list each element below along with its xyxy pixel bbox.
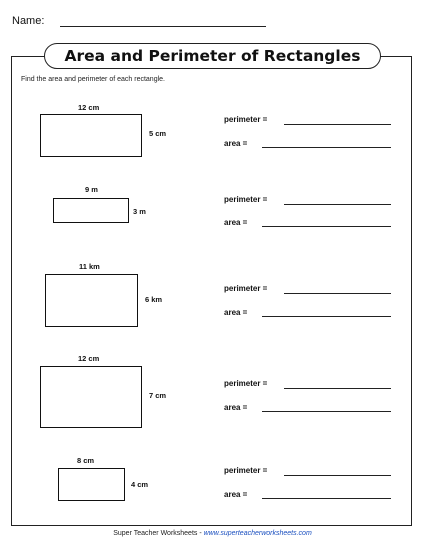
name-field[interactable]	[60, 26, 266, 27]
area-answer-field[interactable]	[262, 147, 391, 148]
area-label: area =	[224, 218, 248, 227]
area-label: area =	[224, 490, 248, 499]
perimeter-answer-field[interactable]	[284, 475, 391, 476]
area-answer-field[interactable]	[262, 316, 391, 317]
perimeter-answer-field[interactable]	[284, 124, 391, 125]
worksheet-title: Area and Perimeter of Rectangles	[44, 43, 381, 69]
area-label: area =	[224, 139, 248, 148]
perimeter-answer-field[interactable]	[284, 293, 391, 294]
perimeter-answer-field[interactable]	[284, 204, 391, 205]
area-label: area =	[224, 403, 248, 412]
rect-width-label: 9 m	[85, 185, 98, 194]
rect-width-label: 11 km	[79, 262, 100, 271]
perimeter-label: perimeter =	[224, 195, 268, 204]
rect-height-label: 5 cm	[149, 129, 167, 138]
rectangle-figure	[40, 366, 142, 428]
rect-height-label: 3 m	[133, 207, 146, 216]
footer-text: Super Teacher Worksheets -	[113, 530, 204, 537]
rect-width-label: 8 cm	[77, 456, 95, 465]
rect-width-label: 12 cm	[78, 103, 100, 112]
rect-height-label: 7 cm	[149, 391, 167, 400]
footer	[0, 530, 425, 537]
rectangle-figure	[40, 114, 142, 157]
rectangle-figure	[58, 468, 125, 501]
perimeter-label: perimeter =	[224, 379, 268, 388]
rect-height-label: 4 cm	[131, 480, 149, 489]
perimeter-label: perimeter =	[224, 284, 268, 293]
area-label: area =	[224, 308, 248, 317]
perimeter-label: perimeter =	[224, 115, 268, 124]
area-answer-field[interactable]	[262, 226, 391, 227]
instructions: Find the area and perimeter of each rectangle.	[21, 76, 165, 83]
rectangle-figure	[53, 198, 129, 223]
area-answer-field[interactable]	[262, 411, 391, 412]
rect-height-label: 6 km	[145, 295, 163, 304]
rectangle-figure	[45, 274, 138, 327]
rect-width-label: 12 cm	[78, 354, 100, 363]
perimeter-answer-field[interactable]	[284, 388, 391, 389]
name-label: Name:	[12, 15, 45, 27]
perimeter-label: perimeter =	[224, 466, 268, 475]
area-answer-field[interactable]	[262, 498, 391, 499]
footer-link[interactable]: www.superteacherworksheets.com	[203, 530, 312, 537]
